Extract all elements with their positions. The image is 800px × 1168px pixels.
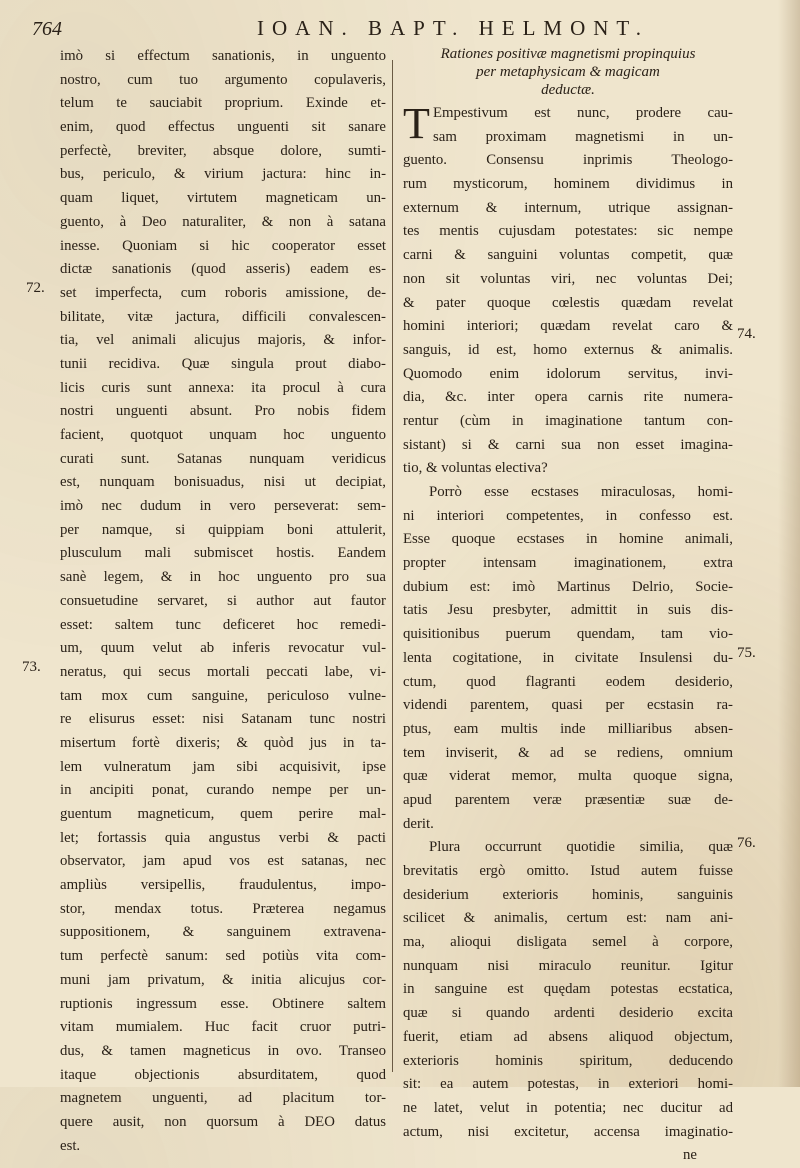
text-line: telum te sauciabit proprium. Exinde et- [60, 95, 386, 112]
text-line: tia, vel animali alicujus majoris, & infor- [60, 332, 386, 349]
text-line: guento. Consensu inprimis Theologo- [403, 152, 733, 169]
text-line: set imperfecta, cum roboris amissione, de- [60, 284, 386, 301]
text-line: sit: ea autem potestas, in exteriori homi- [403, 1076, 733, 1093]
text-line: ni interiori competentes, in confesso est. [403, 507, 733, 524]
text-line: quæ viderat memor, multa quoque signa, [403, 768, 733, 785]
text-line: imò nec dudum in vero perseverat: sem- [60, 498, 386, 515]
running-header [32, 16, 762, 42]
text-line: neratus, qui secus mortali peccati labe, vi- [60, 663, 386, 680]
margin-number-74: 74. [737, 326, 756, 342]
text-line: consuetudine servaret, si author aut fautor [60, 592, 386, 609]
text-line: dus, & tamen magneticus in ovo. Transeo [60, 1042, 386, 1059]
text-line: stor, mendax totus. Præterea negamus [60, 900, 386, 917]
text-line: rum mysticorum, hominem dividimus in [403, 176, 733, 193]
text-line: est. [60, 1137, 81, 1154]
text-line: tatis Jesu presbyter, admittit in suis dis- [403, 602, 733, 619]
section-heading-line: per metaphysicam & magicam [476, 64, 660, 80]
text-line: guento, à Deo naturaliter, & non à satana [60, 213, 386, 230]
text-line: itaque objectionis absurditatem, quod [60, 1066, 386, 1083]
text-line: bilitate, vitæ jactura, difficili convalescen- [60, 308, 386, 325]
text-line: curati sunt. Satanas nunquam veridicus [60, 450, 386, 467]
text-line: sam proximam magnetismi in un- [433, 128, 733, 145]
text-line: Plura occurrunt quotidie similia, quæ [429, 839, 733, 856]
text-line: muni jam privatum, & initia alicujus cor- [60, 971, 386, 988]
text-line: exterioris hominis spiritum, deducendo [403, 1052, 733, 1069]
text-line: sanguis, id est, homo externus & animalis. [403, 341, 733, 358]
text-line: apud parentem veræ præsentiæ suæ de- [403, 791, 733, 808]
text-line: sanè legem, & in hoc unguento pro sua [60, 569, 386, 586]
left-column [60, 45, 390, 1158]
page-edge-shadow [778, 0, 800, 1087]
column-divider [392, 60, 393, 1072]
margin-number-72: 72. [26, 280, 45, 296]
section-heading-line: Rationes positivæ magnetismi propinquius [440, 46, 696, 62]
text-line: derit. [403, 815, 434, 832]
text-line: plusculum mali submiscet hostis. Eandem [60, 545, 386, 562]
text-line: esset: saltem tunc deficeret hoc remedi- [60, 616, 386, 633]
text-line: tam mox cum sanguine, periculoso vulne- [60, 687, 386, 704]
text-line: observator, jam apud vos est satanas, nec [60, 853, 386, 870]
text-line: actum, nisi excitetur, accensa imaginatio- [403, 1123, 733, 1140]
text-line: externum & internum, utrique assignan- [403, 199, 733, 216]
text-line: rentur (cùm in imaginatione tantum con- [403, 412, 733, 429]
text-line: ne latet, velut in potentia; nec ducitur ad [403, 1099, 733, 1116]
text-line: ctum, quod flagranti eodem desiderio, [403, 673, 733, 690]
text-line: tes mentis cujusdam potestates: sic nempe [403, 223, 733, 240]
text-line: lenta cogitatione, in civitate Insulensi du- [403, 649, 733, 666]
text-line: tio, & voluntas electiva? [403, 460, 548, 477]
text-line: quisitionibus puerum quendam, tam vio- [403, 626, 733, 643]
text-line: tunii recidiva. Quæ singula prout diabo- [60, 355, 386, 372]
text-line: videndi parentem, quasi per ecstasin ra- [403, 697, 733, 714]
section-heading-line: deductæ. [541, 82, 595, 98]
text-line: dictæ sanationis (quod asseris) eadem es- [60, 261, 386, 278]
page-number: 764 [32, 18, 62, 40]
text-line: facient, quotquot unquam hoc unguento [60, 427, 386, 443]
text-line: brevitatis ergò omitto. Istud autem fuisse [403, 863, 733, 879]
text-line: ptus, eam multis inde milliaribus absen- [403, 720, 733, 737]
running-title: IOAN. BAPT. HELMONT. [257, 16, 649, 40]
catchword: ne [683, 1147, 697, 1164]
text-line: Esse quoque ecstases in homine animali, [403, 531, 733, 548]
text-line: dubium est: imò Martinus Delrio, Socie- [403, 578, 733, 595]
text-line: Porrò esse ecstases miraculosas, homi- [429, 484, 733, 500]
text-line: propter intensam imaginationem, extra [403, 555, 733, 572]
text-line: non sit voluntas viri, nec voluntas Dei; [403, 270, 733, 287]
text-line: tem inviserit, & ad se rediens, omnium [403, 744, 733, 761]
text-line: scilicet & animalis, certum est: nam ani- [403, 910, 733, 927]
drop-cap: T [403, 99, 430, 148]
text-line: & pater quoque cœlestis quædam revelat [403, 294, 733, 311]
text-line: in sanguine est quędam potestas ecstatica, [403, 981, 733, 998]
text-line: sistant) si & carni sua non esset imagina- [403, 436, 733, 453]
text-line: lem vulneratum jam sibi acquisivit, ipse [60, 758, 386, 775]
text-line: quere ausit, non quorsum à DEO datus [60, 1113, 386, 1130]
text-line: per namque, si quippiam boni attulerit, [60, 521, 386, 538]
text-line: ampliùs versipellis, fraudulentus, impo- [60, 877, 386, 894]
text-line: let; fortassis quia angustus verbi & pacti [60, 829, 386, 846]
text-line: quam liquet, virtutem magneticam un- [60, 190, 386, 207]
text-line: enim, quod effectus unguenti sit sanare [60, 119, 386, 136]
text-line: nostro, cum tuo argumento copulaveris, [60, 71, 386, 88]
text-line: Empestivum est nunc, prodere cau- [433, 105, 733, 121]
text-line: um, quum velut ab inferis revocatur vul- [60, 640, 386, 657]
text-line: Quomodo enim idolorum servitus, invi- [403, 365, 733, 382]
text-line: tum perfectè sanum: sed potiùs vita com- [60, 948, 386, 965]
text-line: homini interiori; quædam revelat caro & [403, 318, 733, 335]
text-line: vitam mumialem. Huc facit cruor putri- [60, 1019, 386, 1036]
margin-number-75: 75. [737, 645, 756, 661]
text-line: re elisurus esset: nisi Satanam tunc nostri [60, 711, 386, 728]
text-line: licis curis sunt annexa: ita procul à cura [60, 379, 386, 396]
text-line: magnetem unguenti, ad placitum tor- [60, 1090, 386, 1107]
margin-number-73: 73. [22, 659, 41, 675]
text-line: ruptionis ingressum esse. Obtinere saltem [60, 995, 386, 1012]
margin-number-76: 76. [737, 835, 756, 851]
text-line: quæ si quando ardenti desiderio excita [403, 1005, 733, 1022]
text-line: desiderium exterioris hominis, sanguinis [403, 886, 733, 903]
text-line: perfectè, breviter, absque dolore, sumti- [60, 142, 386, 159]
text-line: inesse. Quoniam si hic cooperator esset [60, 237, 386, 254]
text-line: misertum fortè dixeris; & quòd jus in ta- [60, 734, 386, 751]
text-line: nunquam nisi miraculo reunitur. Igitur [403, 957, 733, 974]
text-line: est, nunquam bonisuadus, nisi ut decipiat, [60, 474, 386, 491]
text-line: carni & sanguini voluntas competit, quæ [403, 247, 733, 264]
text-line: fuerit, etiam ad absens aliquod objectum, [403, 1028, 733, 1045]
text-line: dia, &c. inter opera carnis rite numera- [403, 389, 733, 406]
text-line: guentum magneticum, quem perire mal- [60, 806, 386, 822]
text-line: suppositionem, & sanguinem extravena- [60, 924, 386, 941]
text-line: imò si effectum sanationis, in unguento [60, 48, 386, 64]
text-line: in ancipiti ponat, curando nempe per un- [60, 782, 386, 799]
section-heading [403, 45, 733, 102]
right-column [403, 45, 733, 1168]
text-line: bus, periculo, & virium jactura: hinc in- [60, 166, 386, 183]
text-line: ma, alioqui disligata semel à corpore, [403, 934, 733, 951]
text-line: nostri unguenti absunt. Pro nobis fidem [60, 403, 386, 420]
